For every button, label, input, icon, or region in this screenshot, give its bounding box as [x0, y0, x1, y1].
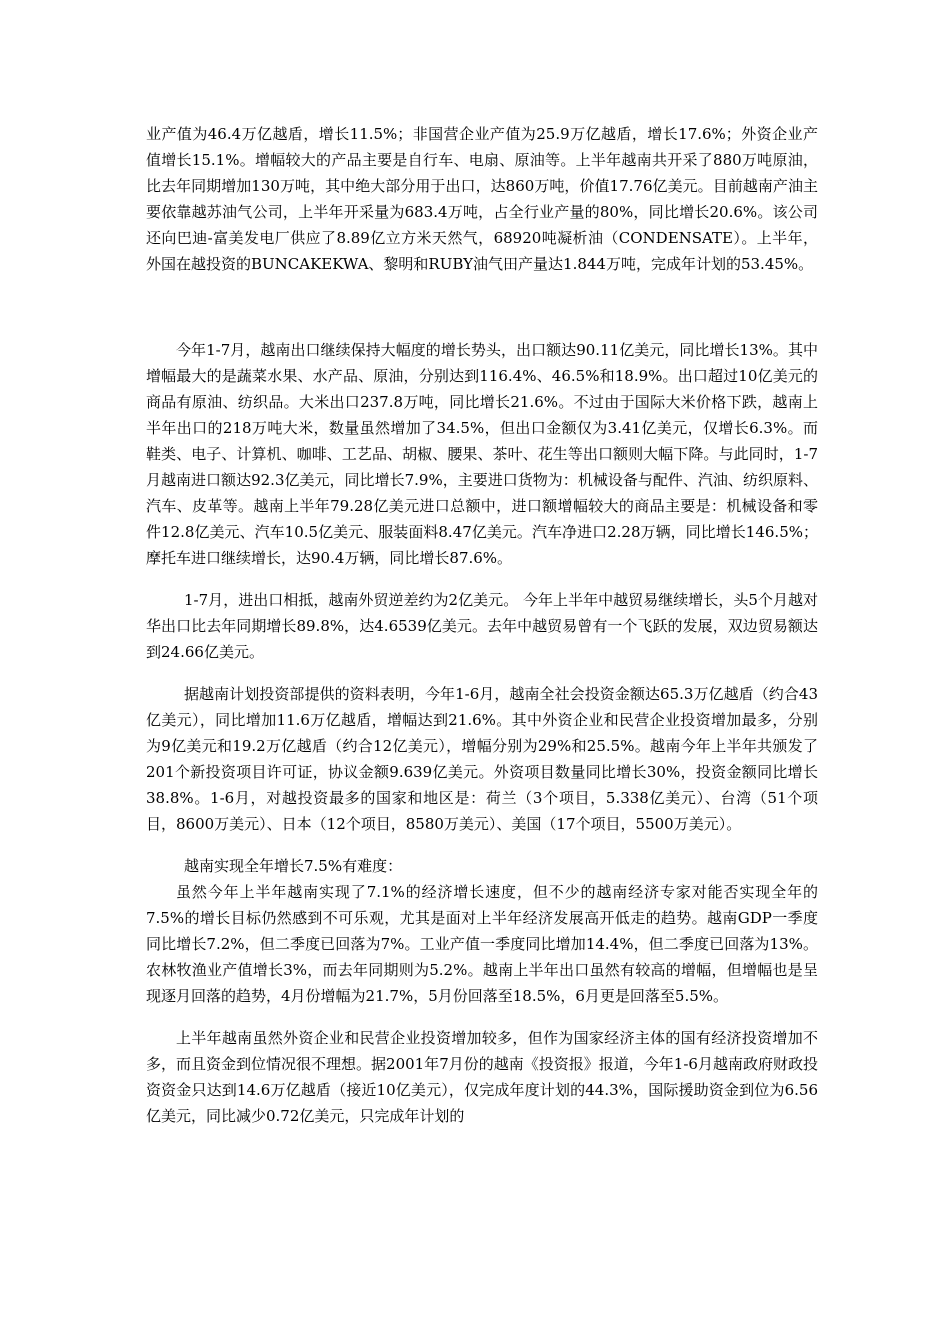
- paragraph-growth-outlook: 虽然今年上半年越南实现了7.1%的经济增长速度，但不少的越南经济专家对能否实现全年的7.5%的增长目标仍然感到不可乐观，尤其是面对上半年经济发展高开低走的趋势。越南GDP一季度同比增长7.2%，但二季度已回落为7%。工业产值一季度同比增加14.4%，但二季度已回落为13%。农林牧渔业产值增长3%，而去年同期则为5.2%。越南上半年出口虽然有较高的增幅，但增幅也是呈现逐月回落的趋势，4月份增幅为21.7%，5月份回落至18.5%，6月更是回落至5.5%。: [146, 883, 818, 1005]
- paragraph-trade-balance: 1-7月，进出口相抵，越南外贸逆差约为2亿美元。 今年上半年中越贸易继续增长，头5个月越对华出口比去年同期增长89.8%，达4.6539亿美元。去年中越贸易曾有一个飞跃的发展，双边贸易额达到24.66亿美元。: [146, 591, 818, 661]
- section-heading-growth: 越南实现全年增长7.5%有难度：: [184, 857, 403, 875]
- paragraph-investment: 据越南计划投资部提供的资料表明，今年1-6月，越南全社会投资金额达65.3万亿越盾（约合43亿美元），同比增加11.6万亿越盾，增幅达到21.6%。其中外资企业和民营企业投资增加最多，分别为9亿美元和19.2万亿越盾（约合12亿美元），增幅分别为29%和25.5%。越南今年上半年共颁发了201个新投资项目许可证，协议金额9.639亿美元。外资项目数量同比增长30%，投资金额同比增长38.8%。1-6月，对越投资最多的国家和地区是：荷兰（3个项目，5.338亿美元）、台湾（51个项目，8600万美元）、日本（12个项目，8580万美元）、美国（17个项目，5500万美元）。: [146, 685, 818, 833]
- paragraph-state-investment: 上半年越南虽然外资企业和民营企业投资增加较多，但作为国家经济主体的国有经济投资增加不多，而且资金到位情况很不理想。据2001年7月份的越南《投资报》报道，今年1-6月越南政府财政投资资金只达到14.6万亿越盾（接近10亿美元），仅完成年度计划的44.3%，国际援助资金到位为6.56亿美元，同比减少0.72亿美元，只完成年计划的: [146, 1029, 818, 1125]
- document-body: [146, 121, 818, 1129]
- paragraph-export-import: 今年1-7月，越南出口继续保持大幅度的增长势头，出口额达90.11亿美元，同比增长13%。其中增幅最大的是蔬菜水果、水产品、原油，分别达到116.4%、46.5%和18.9%。出口超过10亿美元的商品有原油、纺织品。大米出口237.8万吨，同比增长21.6%。不过由于国际大米价格下跌，越南上半年出口的218万吨大米，数量虽然增加了34.5%，但出口金额仅为3.41亿美元，仅增长6.3%。而鞋类、电子、计算机、咖啡、工艺品、胡椒、腰果、茶叶、花生等出口额则大幅下降。与此同时，1-7月越南进口额达92.3亿美元，同比增长7.9%，主要进口货物为：机械设备与配件、汽油、纺织原料、汽车、皮革等。越南上半年79.28亿美元进口总额中，进口额增幅较大的商品主要是：机械设备和零件12.8亿美元、汽车10.5亿美元、服装面料8.47亿美元。汽车净进口2.28万辆，同比增长146.5%；摩托车进口继续增长，达90.4万辆，同比增长87.6%。: [146, 341, 818, 567]
- paragraph-industry-output: 业产值为46.4万亿越盾，增长11.5%；非国营企业产值为25.9万亿越盾，增长17.6%；外资企业产值增长15.1%。增幅较大的产品主要是自行车、电扇、原油等。上半年越南共开采了880万吨原油，比去年同期增加130万吨，其中绝大部分用于出口，达860万吨，价值17.76亿美元。目前越南产油主要依靠越苏油气公司，上半年开采量为683.4万吨，占全行业产量的80%，同比增长20.6%。该公司还向巴迪-富美发电厂供应了8.89亿立方米天然气，68920吨凝析油（CONDENSATE）。上半年，外国在越投资的BUNCAKEKWA、黎明和RUBY油气田产量达1.844万吨，完成年计划的53.45%。: [146, 125, 818, 273]
